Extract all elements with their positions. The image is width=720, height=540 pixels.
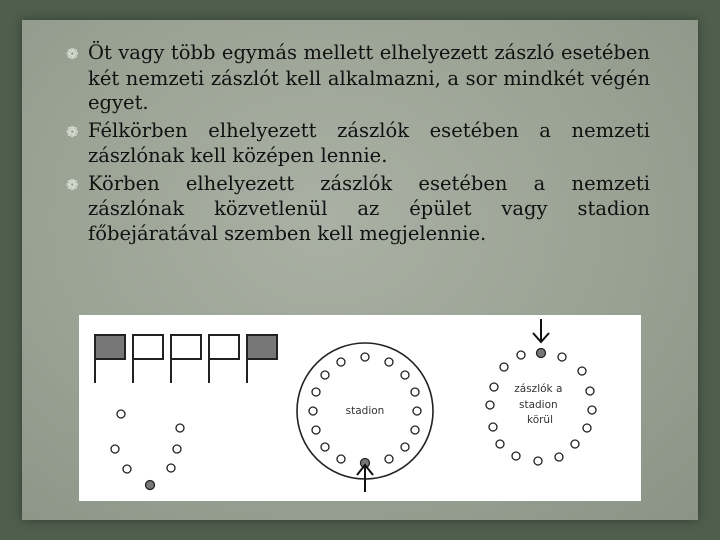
bullet-text: Félkörben elhelyezett zászlók esetében a nemzeti zászlónak kell középen lennie. (88, 118, 650, 167)
bullet-item (66, 41, 650, 116)
bullet-item (66, 172, 650, 247)
flag-placement-figure (79, 315, 641, 501)
ribbon-bullet-icon: ❁ (66, 45, 79, 63)
stadium-label: stadion (345, 405, 385, 417)
flag-placement-diagram (79, 315, 641, 501)
ribbon-bullet-icon: ❁ (66, 122, 79, 141)
flag (133, 335, 163, 383)
stadium-circle (297, 343, 433, 492)
bullet-text: Öt vagy több egymás mellett elhelyezett zászló esetében két nemzeti zászlót kell alkalmazni, a sor mindkét végén egyet. (88, 41, 650, 114)
flag-row (95, 335, 277, 383)
national-flag (247, 335, 277, 383)
entrance-arrow-icon (533, 319, 549, 342)
semicircle-flags (111, 410, 184, 490)
bullet-text: Körben elhelyezett zászlók esetében a nemzeti zászlónak közvetlenül az épület vagy stadion főbejáratával szemben kell megjelennie. (88, 171, 650, 245)
national-flag-marker (537, 349, 546, 358)
national-flag (95, 335, 125, 383)
flags-around-stadium (486, 319, 596, 465)
flag (209, 335, 239, 383)
national-flag-marker (146, 481, 155, 490)
ribbon-bullet-icon: ❁ (66, 175, 79, 194)
circle-label: zászlók a stadion körül (514, 383, 563, 426)
bullet-list (66, 41, 650, 249)
bullet-item (66, 119, 650, 169)
flag (171, 335, 201, 383)
